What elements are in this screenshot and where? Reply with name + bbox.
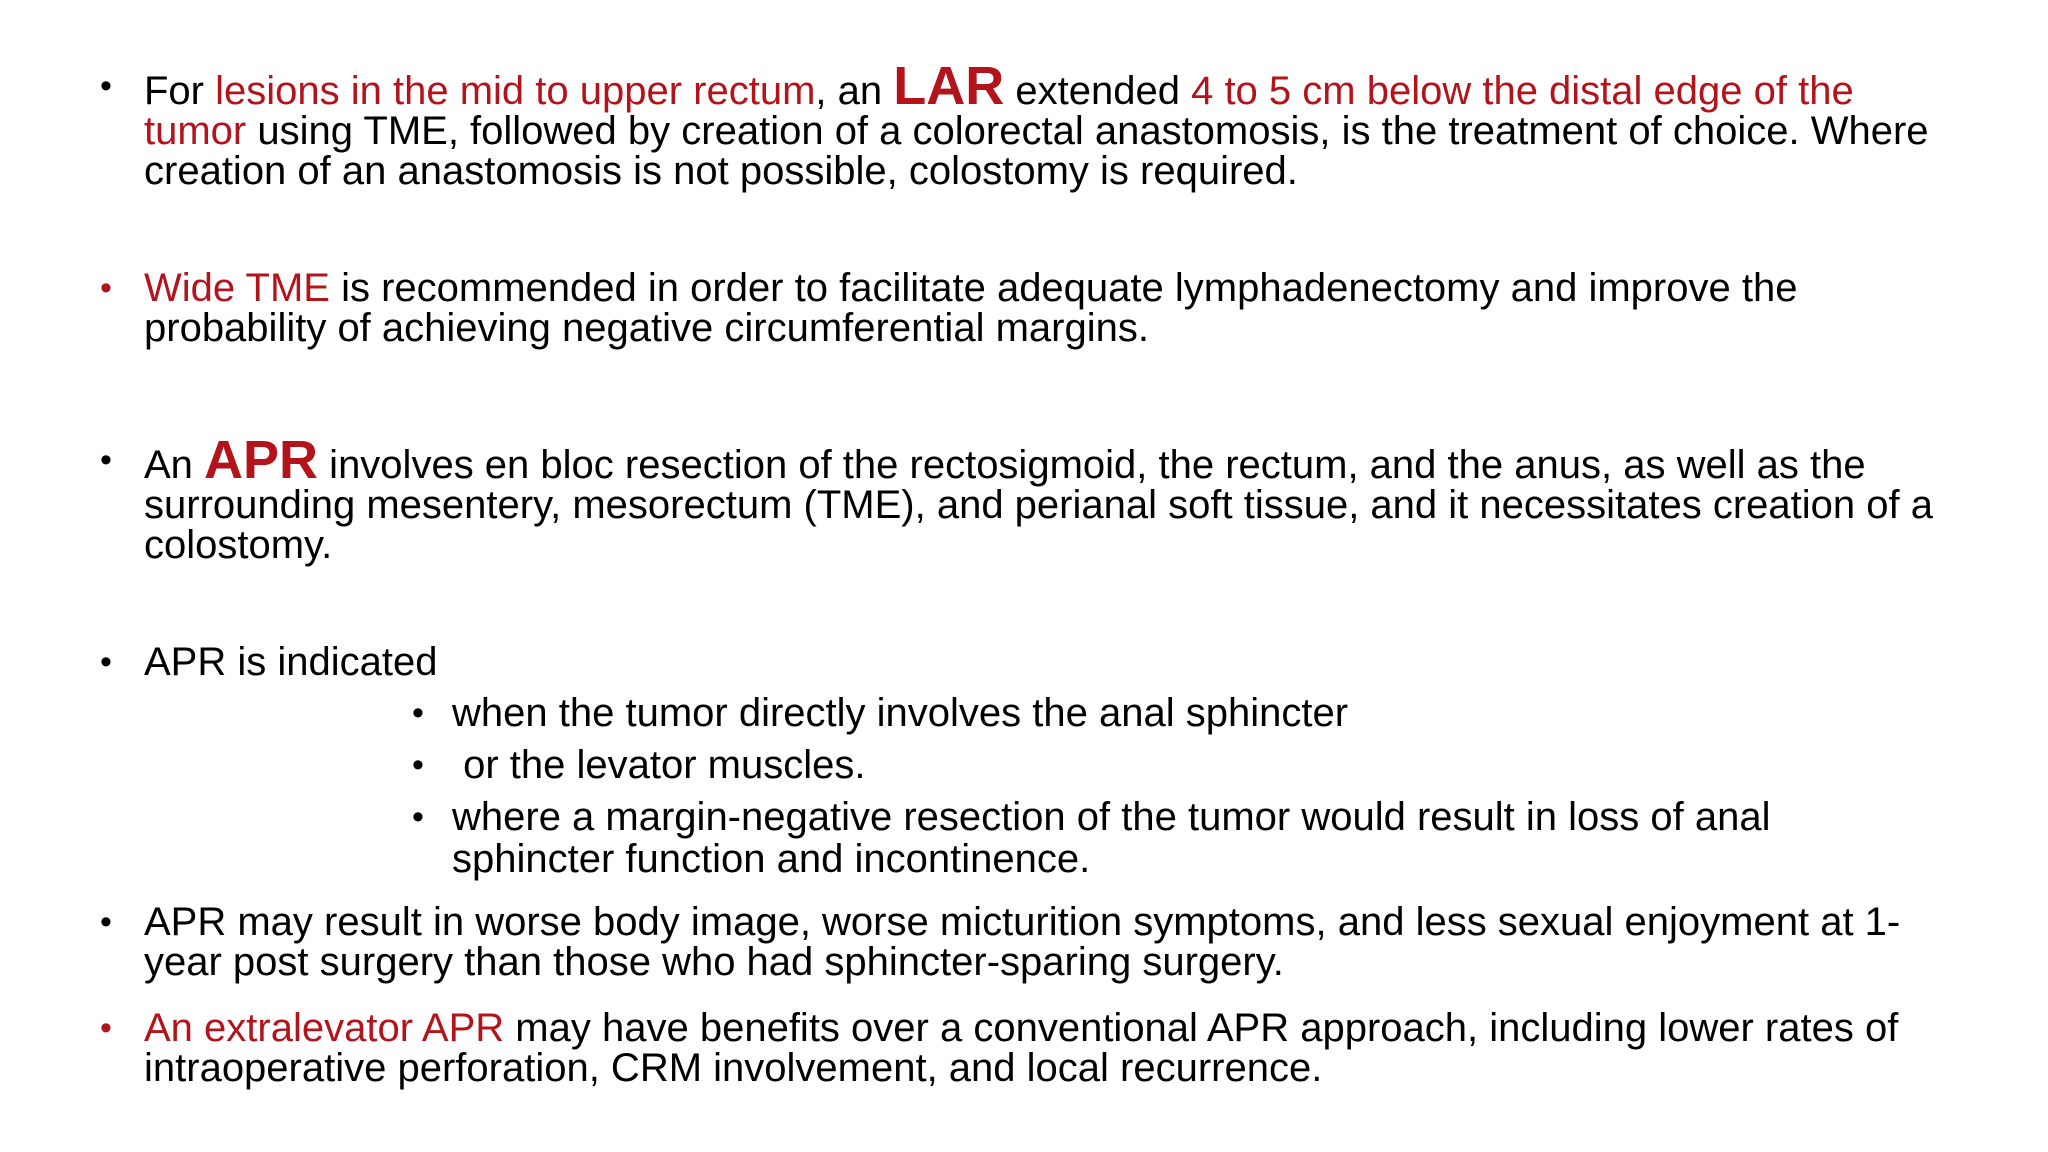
text-run: involves en bloc resection of the rectosigmoid, the rectum, and the anus, as well as the surrounding mesentery, mesorectum (TME), and perianal soft tissue, and it necessitates creation of a colostomy. <box>144 443 1933 567</box>
sub-bullet-text: or the levator muscles. <box>452 743 866 787</box>
highlight-lar: LAR <box>893 56 1005 116</box>
bullet-text: APR may result in worse body image, worse micturition symptoms, and less sexual enjoyment at 1-year post surgery than those who had sphincter-sparing surgery. <box>144 900 1901 984</box>
bullet-text <box>144 1008 1960 1088</box>
bullet-apr-outcomes <box>100 902 1960 982</box>
highlight-apr: APR <box>204 430 319 490</box>
text-run: is recommended in order to facilitate adequate lymphadenectomy and improve the probability of achieving negative circumferential margins. <box>144 266 1798 350</box>
sub-bullet-marker: • <box>412 694 424 732</box>
bullet-lar <box>100 56 1960 193</box>
sub-bullet-incontinence <box>412 796 1932 880</box>
sub-bullet-marker: • <box>412 798 424 836</box>
bullet-text <box>144 430 1960 567</box>
highlight-extralevator-apr: An extralevator APR <box>144 1006 505 1050</box>
highlight-mid-upper-rectum: lesions in the mid to upper rectum <box>215 69 816 113</box>
bullet-text <box>144 268 1960 348</box>
bullet-text: APR is indicated <box>144 640 438 684</box>
text-run: using TME, followed by creation of a colorectal anastomosis, is the treatment of choice. Where creation of an anastomosis is not possible, colostomy is required. <box>144 109 1929 193</box>
sub-bullet-levator <box>412 744 1932 786</box>
bullet-text <box>144 56 1960 193</box>
bullet-marker: • <box>100 269 112 307</box>
sub-bullet-text: when the tumor directly involves the anal sphincter <box>452 691 1349 735</box>
bullet-marker: • <box>100 1009 112 1047</box>
highlight-wide-tme: Wide TME <box>144 266 330 310</box>
text-run: , an <box>815 69 894 113</box>
bullet-apr-indicated <box>100 642 1960 682</box>
bullet-marker: • <box>100 441 112 479</box>
bullet-marker: • <box>100 903 112 941</box>
bullet-extralevator-apr <box>100 1008 1960 1088</box>
text-run: may have benefits over a conventional APR approach, including lower rates of intraoperative perforation, CRM involvement, and local recurrence. <box>144 1006 1899 1090</box>
text-run: An <box>144 443 205 487</box>
text-run: extended <box>1004 69 1192 113</box>
sub-bullet-marker: • <box>412 746 424 784</box>
bullet-apr-definition <box>100 430 1960 567</box>
sub-bullet-anal-sphincter <box>412 692 1932 734</box>
highlight-margin-distance: 4 to 5 cm below the distal edge of the tumor <box>144 69 1854 153</box>
bullet-wide-tme <box>100 268 1960 348</box>
text-run: For <box>144 69 216 113</box>
bullet-marker: • <box>100 643 112 681</box>
bullet-marker: • <box>100 67 112 105</box>
sub-bullet-text: where a margin-negative resection of the tumor would result in loss of anal sphincter function and incontinence. <box>452 795 1771 881</box>
